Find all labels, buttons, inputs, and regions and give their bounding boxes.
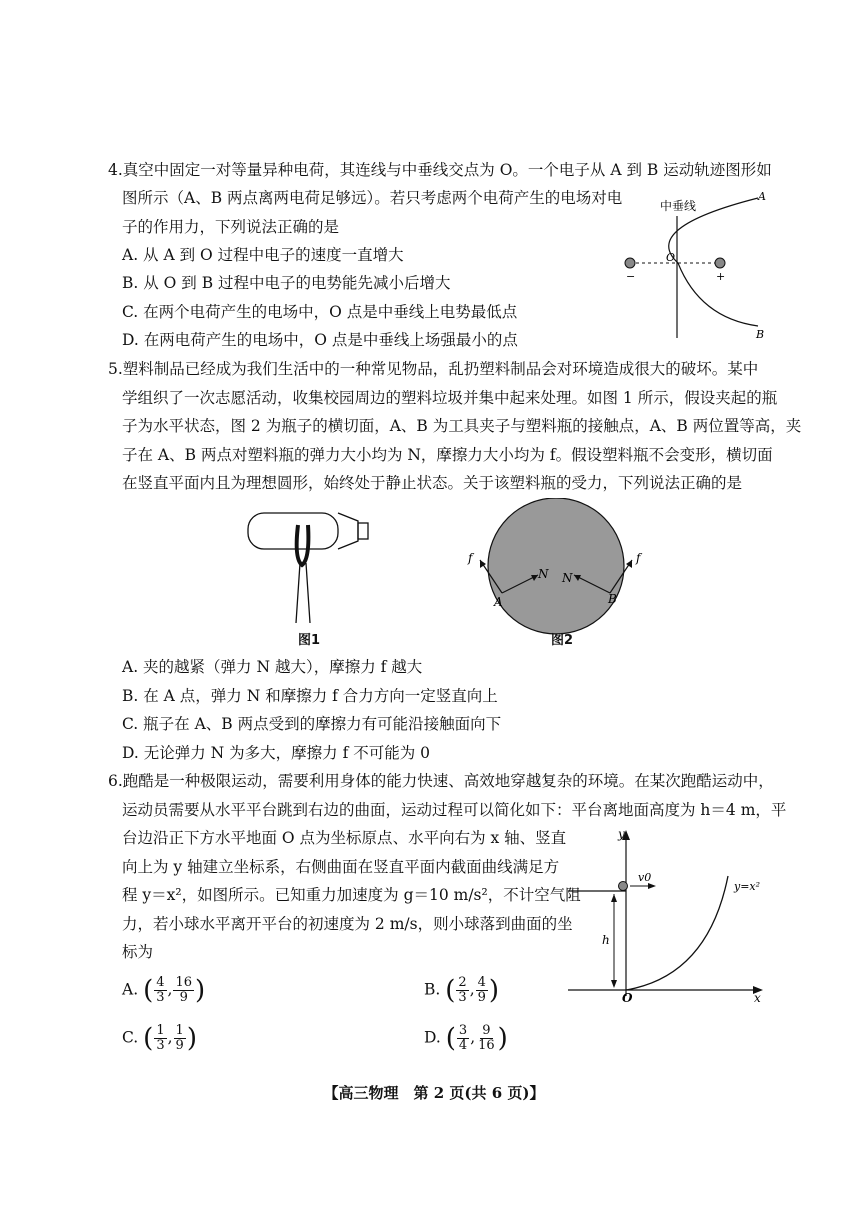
page-footer: 【高三物理 第 2 页(共 6 页)】 xyxy=(323,1084,545,1102)
q5-stem-line-2: 学组织了一次志愿活动，收集校园周边的塑料垃圾并集中起来处理。如图 1 所示，假设夹起的瓶 xyxy=(122,389,778,407)
q5-figure-2-cross-section xyxy=(462,498,652,638)
label-a: A xyxy=(758,190,766,203)
q6-option-c: C. ( $\frac{1}{3}$ , $\frac{1}{9}$ ) xyxy=(122,1023,197,1054)
svg-text:f: f xyxy=(636,551,641,565)
q6-stem-line-4: 向上为 y 轴建立坐标系，右侧曲面在竖直平面内截面曲线满足方 xyxy=(122,858,560,876)
q6-option-b: B. ( $\frac{2}{3}$ , $\frac{4}{9}$ ) xyxy=(424,975,500,1006)
svg-text:B: B xyxy=(608,592,617,606)
svg-text:N: N xyxy=(538,567,549,581)
q5-stem-line-1: 5.塑料制品已经成为我们生活中的一种常见物品，乱扔塑料制品会对环境造成很大的破坏。某中 xyxy=(108,360,759,378)
q6-stem-line-1: 6.跑酷是一种极限运动，需要利用身体的能力快速、高效地穿越复杂的环境。在某次跑酷运动中， xyxy=(108,772,774,790)
neg-sign: − xyxy=(626,270,636,283)
v0-label: v0 xyxy=(638,871,652,884)
fig1-caption: 图1 xyxy=(298,633,321,648)
fig2-caption: 图2 xyxy=(551,633,574,648)
svg-text:f: f xyxy=(468,551,473,565)
q5-option-d: D. 无论弹力 N 为多大，摩擦力 f 不可能为 0 xyxy=(122,744,431,762)
q6-option-d: D. ( $\frac{3}{4}$ , $\frac{9}{16}$ ) xyxy=(424,1023,508,1054)
q4-stem-line-3: 子的作用力，下列说法正确的是 xyxy=(122,218,340,236)
q6-stem-line-5: 程 y＝x²，如图所示。已知重力加速度为 g＝10 m/s²，不计空气阻 xyxy=(122,886,581,904)
pos-sign: + xyxy=(716,270,726,283)
negative-charge xyxy=(625,258,635,268)
q5-stem-line-4: 子在 A、B 两点对塑料瓶的弹力大小均为 N，摩擦力大小均为 f。假设塑料瓶不会变形，横切面 xyxy=(122,446,773,464)
q4-option-d: D. 在两电荷产生的电场中，O 点是中垂线上场强最小的点 xyxy=(122,331,518,349)
q4-option-a: A. 从 A 到 O 过程中电子的速度一直增大 xyxy=(122,246,404,264)
q5-option-c: C. 瓶子在 A、B 两点受到的摩擦力有可能沿接触面向下 xyxy=(122,715,502,733)
q5-option-b: B. 在 A 点，弹力 N 和摩擦力 f 合力方向一定竖直向上 xyxy=(122,687,498,705)
ball xyxy=(619,882,628,891)
q5-option-a: A. 夹的越紧（弹力 N 越大），摩擦力 f 越大 xyxy=(122,658,423,676)
q5-stem-line-5: 在竖直平面内且为理想圆形，始终处于静止状态。关于该塑料瓶的受力，下列说法正确的是 xyxy=(122,474,743,492)
q6-stem-line-7: 标为 xyxy=(122,943,154,961)
parabola-curve xyxy=(626,876,728,990)
label-b: B xyxy=(756,328,765,341)
height-label: h xyxy=(602,933,610,947)
q4-option-b: B. 从 O 到 B 过程中电子的电势能先减小后增大 xyxy=(122,274,451,292)
x-axis-label: x xyxy=(754,991,761,1005)
q4-option-c: C. 在两个电荷产生的电场中，O 点是中垂线上电势最低点 xyxy=(122,303,518,321)
y-axis-label: y xyxy=(618,827,625,841)
q6-stem-line-6: 力，若小球水平离开平台的初速度为 2 m/s，则小球落到曲面的坐 xyxy=(122,915,573,933)
q6-stem-line-3: 台边沿正下方水平地面 O 点为坐标原点、水平向右为 x 轴、竖直 xyxy=(122,829,567,847)
curve-label: y=x² xyxy=(734,880,761,893)
q6-option-a: A. ( $\frac{4}{3}$ , $\frac{16}{9}$ ) xyxy=(122,975,206,1006)
label-o: O xyxy=(666,251,676,264)
q5-figure-1-bottle xyxy=(238,505,378,625)
q6-figure-coordinate xyxy=(568,826,768,1006)
svg-text:A: A xyxy=(494,595,503,609)
q5-stem-line-3: 子为水平状态，图 2 为瓶子的横切面，A、B 为工具夹子与塑料瓶的接触点，A、B 两位置等高，夹 xyxy=(122,417,802,435)
q4-stem-line-1: 4.真空中固定一对等量异种电荷，其连线与中垂线交点为 O。一个电子从 A 到 B 运动轨迹图形如 xyxy=(108,161,772,179)
label-midline: 中垂线 xyxy=(660,199,697,213)
q4-figure-field xyxy=(600,188,775,343)
q6-stem-line-2: 运动员需要从水平平台跳到右边的曲面，运动过程可以简化如下：平台离地面高度为 h＝4 m，平 xyxy=(122,801,787,819)
positive-charge xyxy=(715,258,725,268)
svg-text:N: N xyxy=(562,571,573,585)
trajectory-curve xyxy=(669,198,758,326)
origin-label: O xyxy=(622,991,633,1005)
q4-stem-line-2: 图所示（A、B 两点离两电荷足够远）。若只考虑两个电荷产生的电场对电 xyxy=(122,189,623,207)
